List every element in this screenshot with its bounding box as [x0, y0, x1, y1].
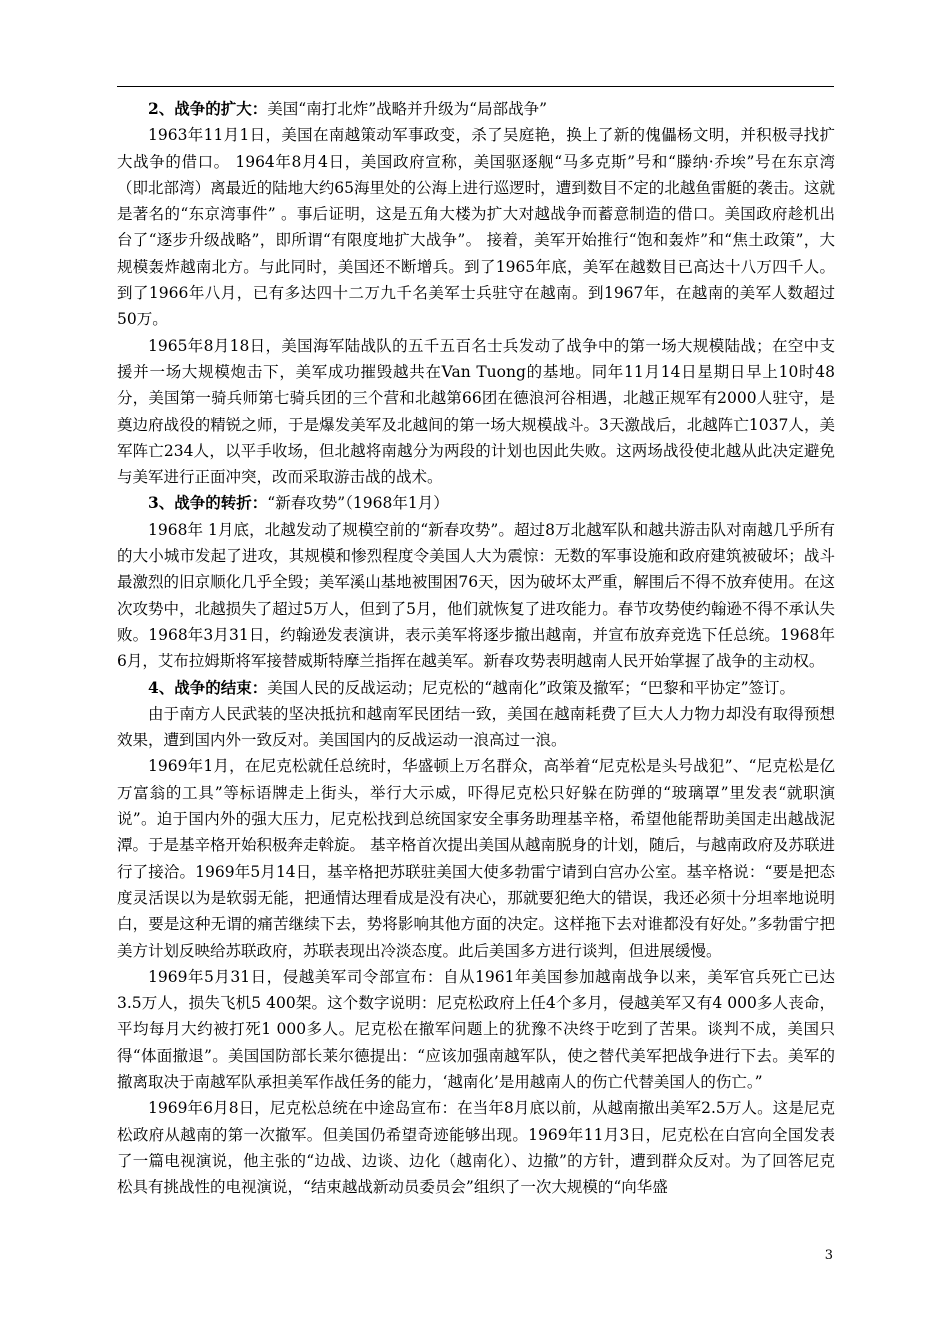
page-number: 3 — [824, 1248, 833, 1263]
section-3-label: 3、战争的转折： — [148, 493, 268, 513]
section-2-heading — [117, 96, 835, 122]
section-3-heading — [117, 490, 835, 516]
section-4-title: 美国人民的反战运动；尼克松的“越南化”政策及撤军；“巴黎和平协定”签订。 — [267, 678, 795, 697]
section-4-paragraph-3: 1969年5月31日，侵越美军司令部宣布：自从1961年美国参加越南战争以来，美军官兵死亡已达3.5万人，损失飞机5 400架。这个数字说明：尼克松政府上任4个多月，侵越美军又有4 000多人丧命，平均每月大约被打死1 000多人。尼克松在撤军问题上的犹豫不决终于吃到了苦果。谈判不成，美国只得“体面撤退”。美国国防部长莱尔德提出：“应该加强南越军队，使之替代美军把战争进行下去。美军的撤离取决于南越军队承担美军作战任务的能力，‘越南化’是用越南人的伤亡代替美国人的伤亡。” — [117, 967, 835, 1091]
section-2-paragraph-1: 1963年11月1日，美国在南越策动军事政变，杀了吴庭艳，换上了新的傀儡杨文明，并积极寻找扩大战争的借口。 1964年8月4日，美国政府宣称，美国驱逐舰“马多克斯”号和“滕纳·乔埃”号在东京湾（即北部湾）离最近的陆地大约65海里处的公海上进行巡逻时，遭到数目不定的北越鱼雷艇的袭击。这就是著名的“东京湾事件” 。事后证明，这是五角大楼为扩大对越战争而蓄意制造的借口。美国政府趁机出台了“逐步升级战略”，即所谓“有限度地扩大战争”。 接着，美军开始推行“饱和轰炸”和“焦土政策”，大规模轰炸越南北方。与此同时，美国还不断增兵。到了1965年底，美军在越数目已高达十八万四千人。到了1966年八月，已有多达四十二万九千名美军士兵驻守在越南。到1967年，在越南的美军人数超过50万。 — [117, 126, 835, 329]
header-rule — [117, 86, 834, 87]
section-2-title: 美国“南打北炸”战略并升级为“局部战争” — [267, 100, 547, 118]
section-4-paragraph-1: 由于南方人民武装的坚决抵抗和越南军民团结一致，美国在越南耗费了巨大人力物力却没有取得预想效果，遭到国内外一致反对。美国国内的反战运动一浪高过一浪。 — [117, 704, 835, 750]
section-4-label: 4、战争的结束： — [148, 677, 268, 697]
document-body — [117, 96, 835, 1200]
section-2-label: 2、战争的扩大： — [148, 99, 268, 118]
section-4-heading — [117, 675, 835, 701]
section-2-paragraph-2: 1965年8月18日，美国海军陆战队的五千五百名士兵发动了战争中的第一场大规模陆战；在空中支援并一场大规模炮击下，美军成功摧毁越共在Van Tuong的基地。同年11月14日星期日早上10时48分，美国第一骑兵师第七骑兵团的三个营和北越第66团在德浪河谷相遇，北越正规军有2000人驻守，是奠边府战役的精锐之师，于是爆发美军及北越间的第一场大规模战斗。3天激战后，北越阵亡1037人，美军阵亡234人，以平手收场，但北越将南越分为两段的计划也因此失败。这两场战役使北越从此决定避免与美军进行正面冲突，改而采取游击战的战术。 — [117, 336, 835, 487]
section-3-paragraph-1: 1968年 1月底，北越发动了规模空前的“新春攻势”。超过8万北越军队和越共游击队对南越几乎所有的大小城市发起了进攻，其规模和惨烈程度令美国人大为震惊：无数的军事设施和政府建筑被破坏；战斗最激烈的旧京顺化几乎全毁；美军溪山基地被围困76天，因为破坏太严重，解围后不得不放弃使用。在这次攻势中，北越损失了超过5万人，但到了5月，他们就恢复了进攻能力。春节攻势使约翰逊不得不承认失败。1968年3月31日，约翰逊发表演讲，表示美军将逐步撤出越南，并宣布放弃竞选下任总统。1968年6月，艾布拉姆斯将军接替威斯特摩兰指挥在越美军。新春攻势表明越南人民开始掌握了战争的主动权。 — [117, 520, 835, 671]
section-4-paragraph-2: 1969年1月，在尼克松就任总统时，华盛顿上万名群众，高举着“尼克松是头号战犯”、“尼克松是亿万富翁的工具”等标语牌走上街头，举行大示威，吓得尼克松只好躲在防弹的“玻璃罩”里发表“就职演说”。迫于国内外的强大压力，尼克松找到总统国家安全事务助理基辛格，希望他能帮助美国走出越战泥潭。于是基辛格开始积极奔走斡旋。 基辛格首次提出美国从越南脱身的计划，随后，与越南政府及苏联进行了接洽。1969年5月14日，基辛格把苏联驻美国大使多勃雷宁请到白宫办公室。基辛格说：“要是把态度灵活误以为是软弱无能，把通情达理看成是没有决心，那就要犯绝大的错误，我还必须十分坦率地说明白，要是这种无谓的痛苦继续下去，势将影响其他方面的决定。这样拖下去对谁都没有好处。”多勃雷宁把美方计划反映给苏联政府，苏联表现出冷淡态度。此后美国多方进行谈判，但进展缓慢。 — [117, 757, 835, 960]
section-3-title: “新春攻势”（1968年1月） — [267, 494, 449, 513]
section-4-paragraph-4: 1969年6月8日，尼克松总统在中途岛宣布：在当年8月底以前，从越南撤出美军2.5万人。这是尼克松政府从越南的第一次撤军。但美国仍希望奇迹能够出现。1969年11月3日，尼克松在白宫向全国发表了一篇电视演说，他主张的“边战、边谈、边化（越南化）、边撤”的方针，遭到群众反对。为了回答尼克松具有挑战性的电视演说，“结束越战新动员委员会”组织了一次大规模的“向华盛 — [117, 1099, 835, 1197]
